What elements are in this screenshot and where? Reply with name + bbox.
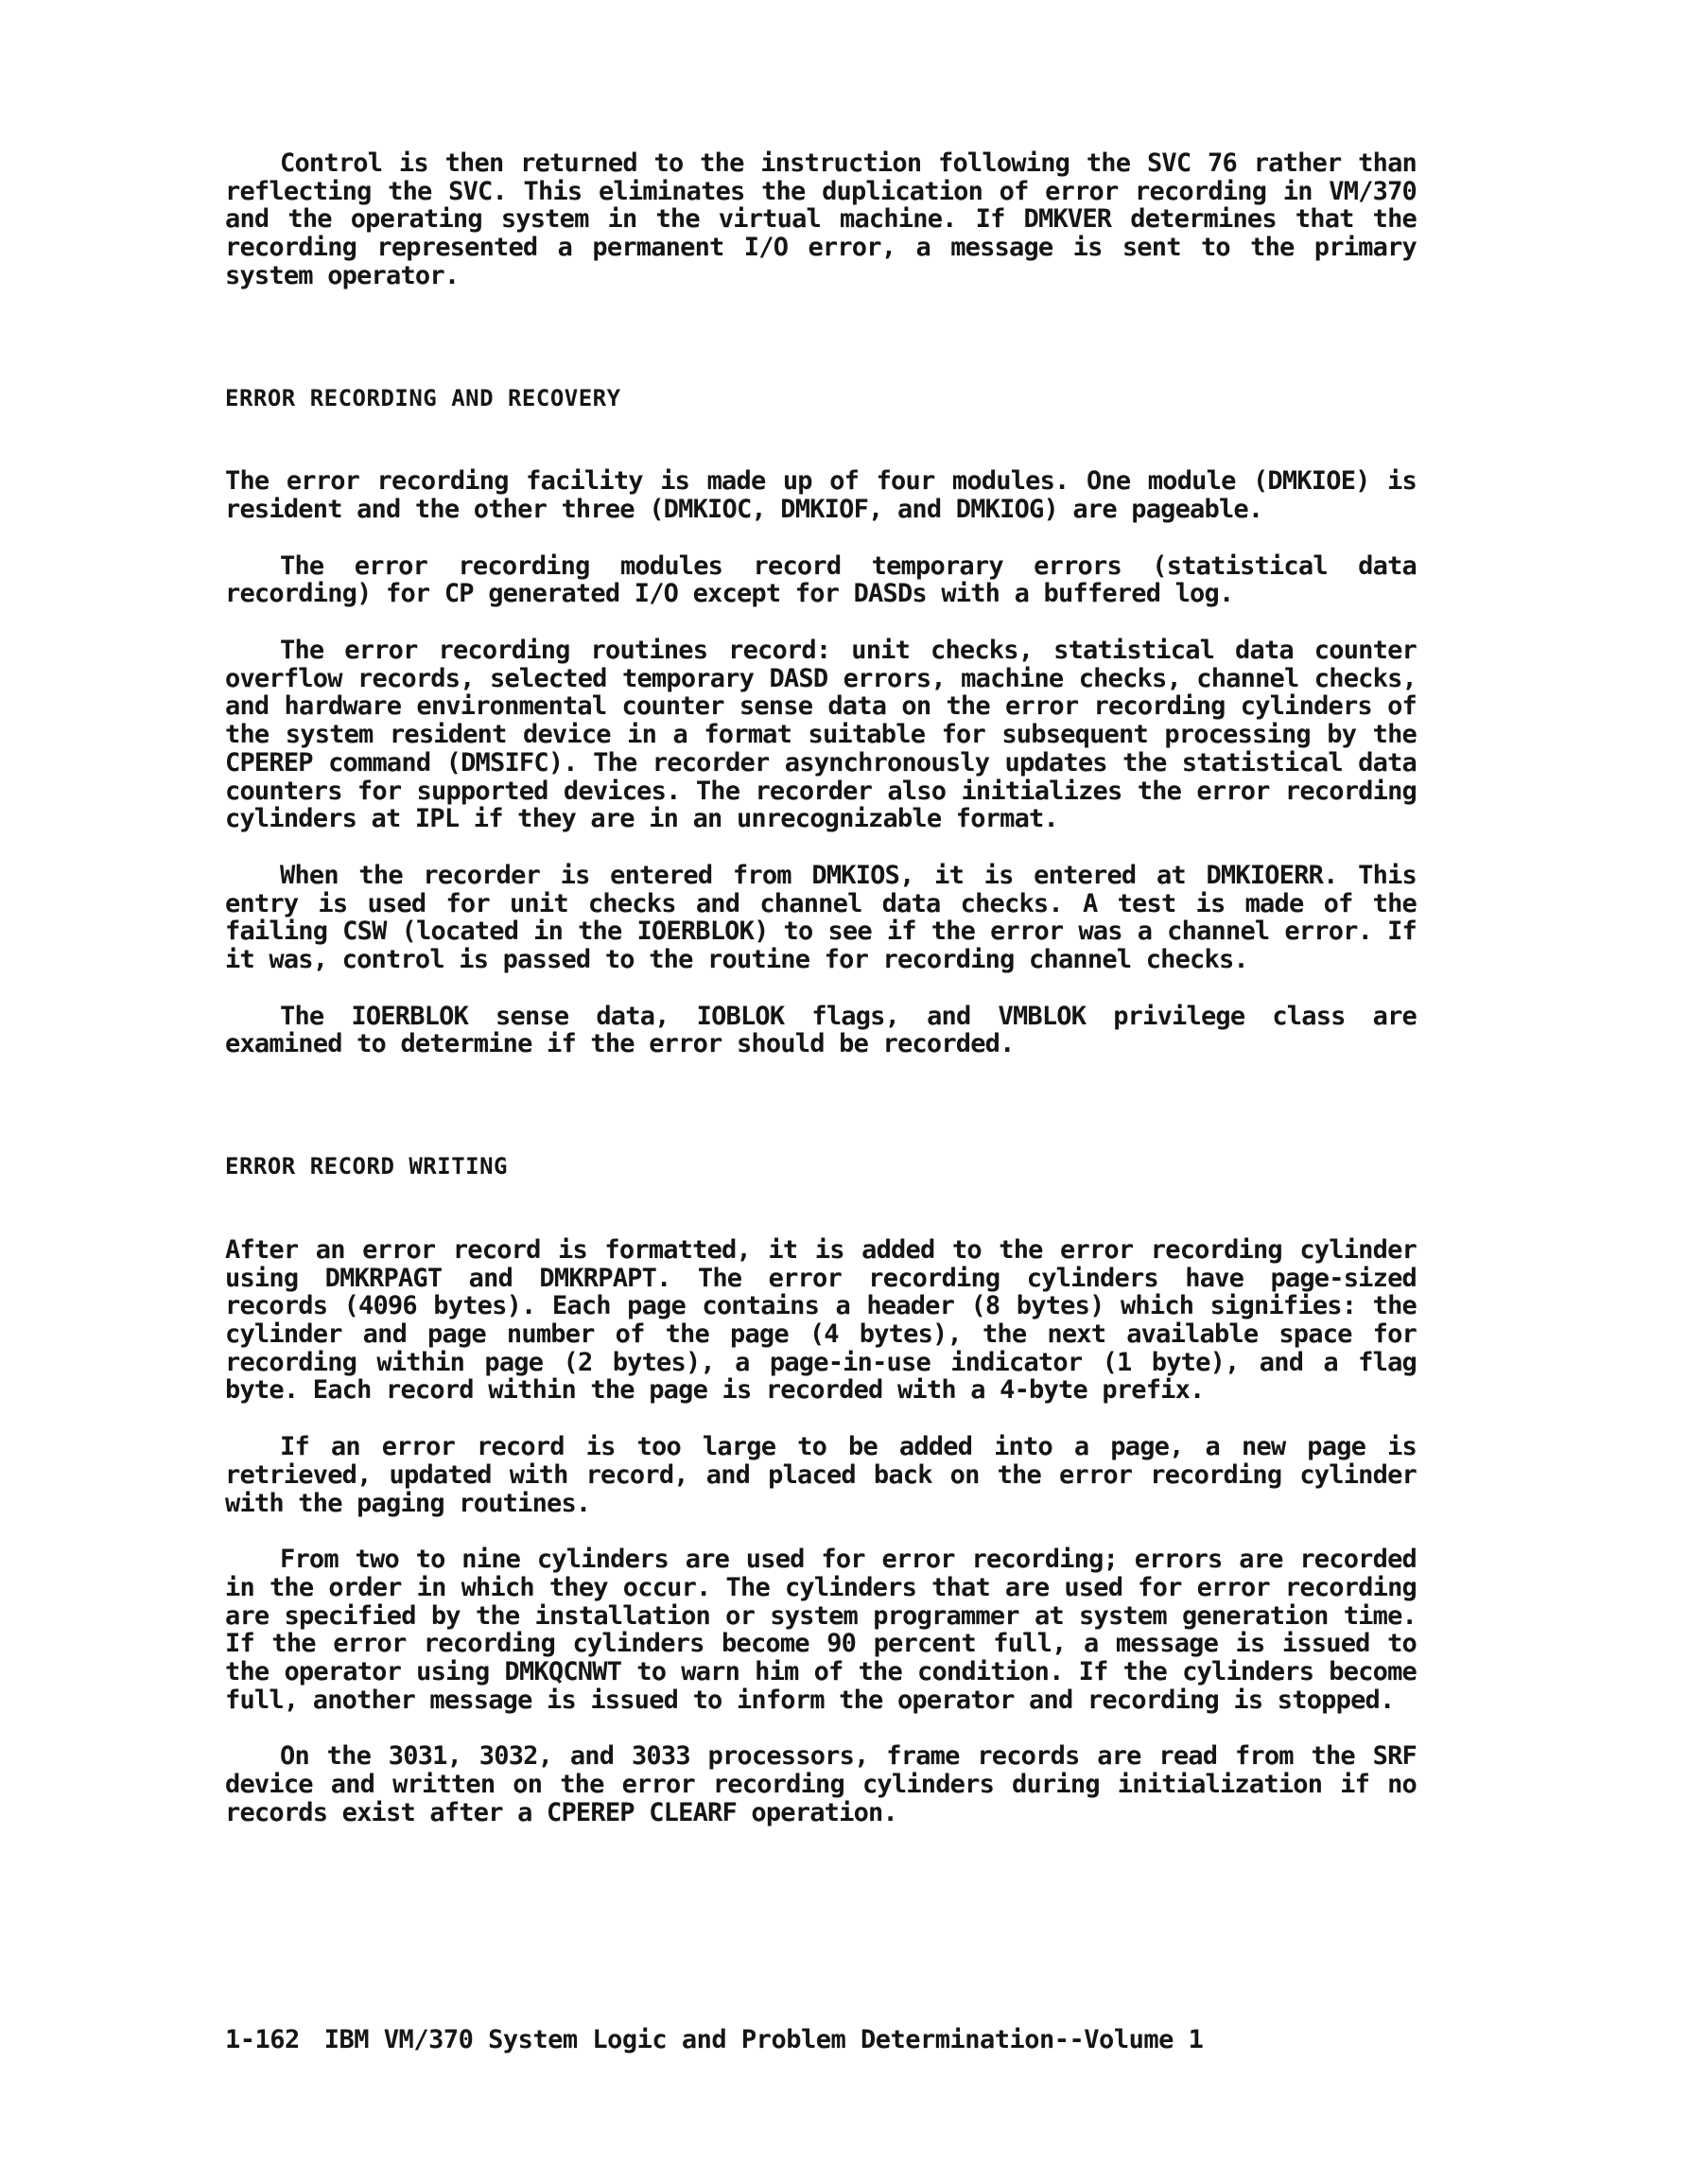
paragraph-error-recording-facility: The error recording facility is made up of four modules. One module (DMKIOE) is resident and the other three (DMKIOC, DMKIOF, and DMKIOG) are pageable. bbox=[225, 466, 1417, 524]
paragraph-recorder-entry: When the recorder is entered from DMKIOS, it is entered at DMKIOERR. This entry is used for unit checks and channel data checks. A test is made of the failing CSW (located in the IOERBLOK) to see if the error was a channel error. If it was, control is passed to the routine for recording channel checks. bbox=[225, 860, 1417, 975]
paragraph-svc-return: Control is then returned to the instruction following the SVC 76 rather than reflecting the SVC. This eliminates the duplication of error recording in VM/370 and the operating system in the virtual machine. If DMKVER determines that the recording represented a permanent I/O error, a message is sent to the primary system operator. bbox=[225, 149, 1417, 290]
paragraph-recording-routines: The error recording routines record: unit checks, statistical data counter overflow records, selected temporary DASD errors, machine checks, channel checks, and hardware environmental counter sense data on the error recording cylinders of the system resident device in a format suitable for subsequent processing by the CPEREP command (DMSIFC). The recorder asynchronously updates the statistical data counters for supported devices. The recorder also initializes the error recording cylinders at IPL if they are in an unrecognizable format. bbox=[225, 636, 1417, 834]
footer-page-number: 1-162 bbox=[225, 2025, 300, 2054]
footer-document-title: IBM VM/370 System Logic and Problem Determination--Volume 1 bbox=[323, 2025, 1204, 2054]
paragraph-frame-records: On the 3031, 3032, and 3033 processors, frame records are read from the SRF device and written on the error recording cylinders during initialization if no records exist after a CPEREP CLEARF operation. bbox=[225, 1741, 1417, 1827]
paragraph-cylinder-usage: From two to nine cylinders are used for error recording; errors are recorded in the order in which they occur. The cylinders that are used for error recording are specified by the installation or system programmer at system generation time. If the error recording cylinders become 90 percent full, a message is issued to the operator using DMKQCNWT to warn him of the condition. If the cylinders become full, another message is issued to inform the operator and recording is stopped. bbox=[225, 1545, 1417, 1715]
paragraph-record-formatting: After an error record is formatted, it is added to the error recording cylinder using DMKRPAGT and DMKRPAPT. The error recording cylinders have page-sized records (4096 bytes). Each page contains a header (8 bytes) which signifies: the cylinder and page number of the page (4 bytes), the next available space for recording within page (2 bytes), a page-in-use indicator (1 byte), and a flag byte. Each record within the page is recorded with a 4-byte prefix. bbox=[225, 1234, 1417, 1406]
paragraph-record-too-large: If an error record is too large to be added into a page, a new page is retrieved, updated with record, and placed back on the error recording cylinder with the paging routines. bbox=[225, 1432, 1417, 1518]
section-heading-error-recording-and-recovery: ERROR RECORDING AND RECOVERY bbox=[225, 384, 621, 411]
page-footer bbox=[225, 2026, 1203, 2054]
section-heading-error-record-writing: ERROR RECORD WRITING bbox=[225, 1153, 508, 1180]
page-body bbox=[225, 149, 1417, 1827]
paragraph-ioerblok-sense-data: The IOERBLOK sense data, IOBLOK flags, and VMBLOK privilege class are examined to determine if the error should be recorded. bbox=[225, 1001, 1417, 1059]
paragraph-temporary-errors: The error recording modules record temporary errors (statistical data recording) for CP generated I/O except for DASDs with a buffered log. bbox=[225, 550, 1417, 609]
